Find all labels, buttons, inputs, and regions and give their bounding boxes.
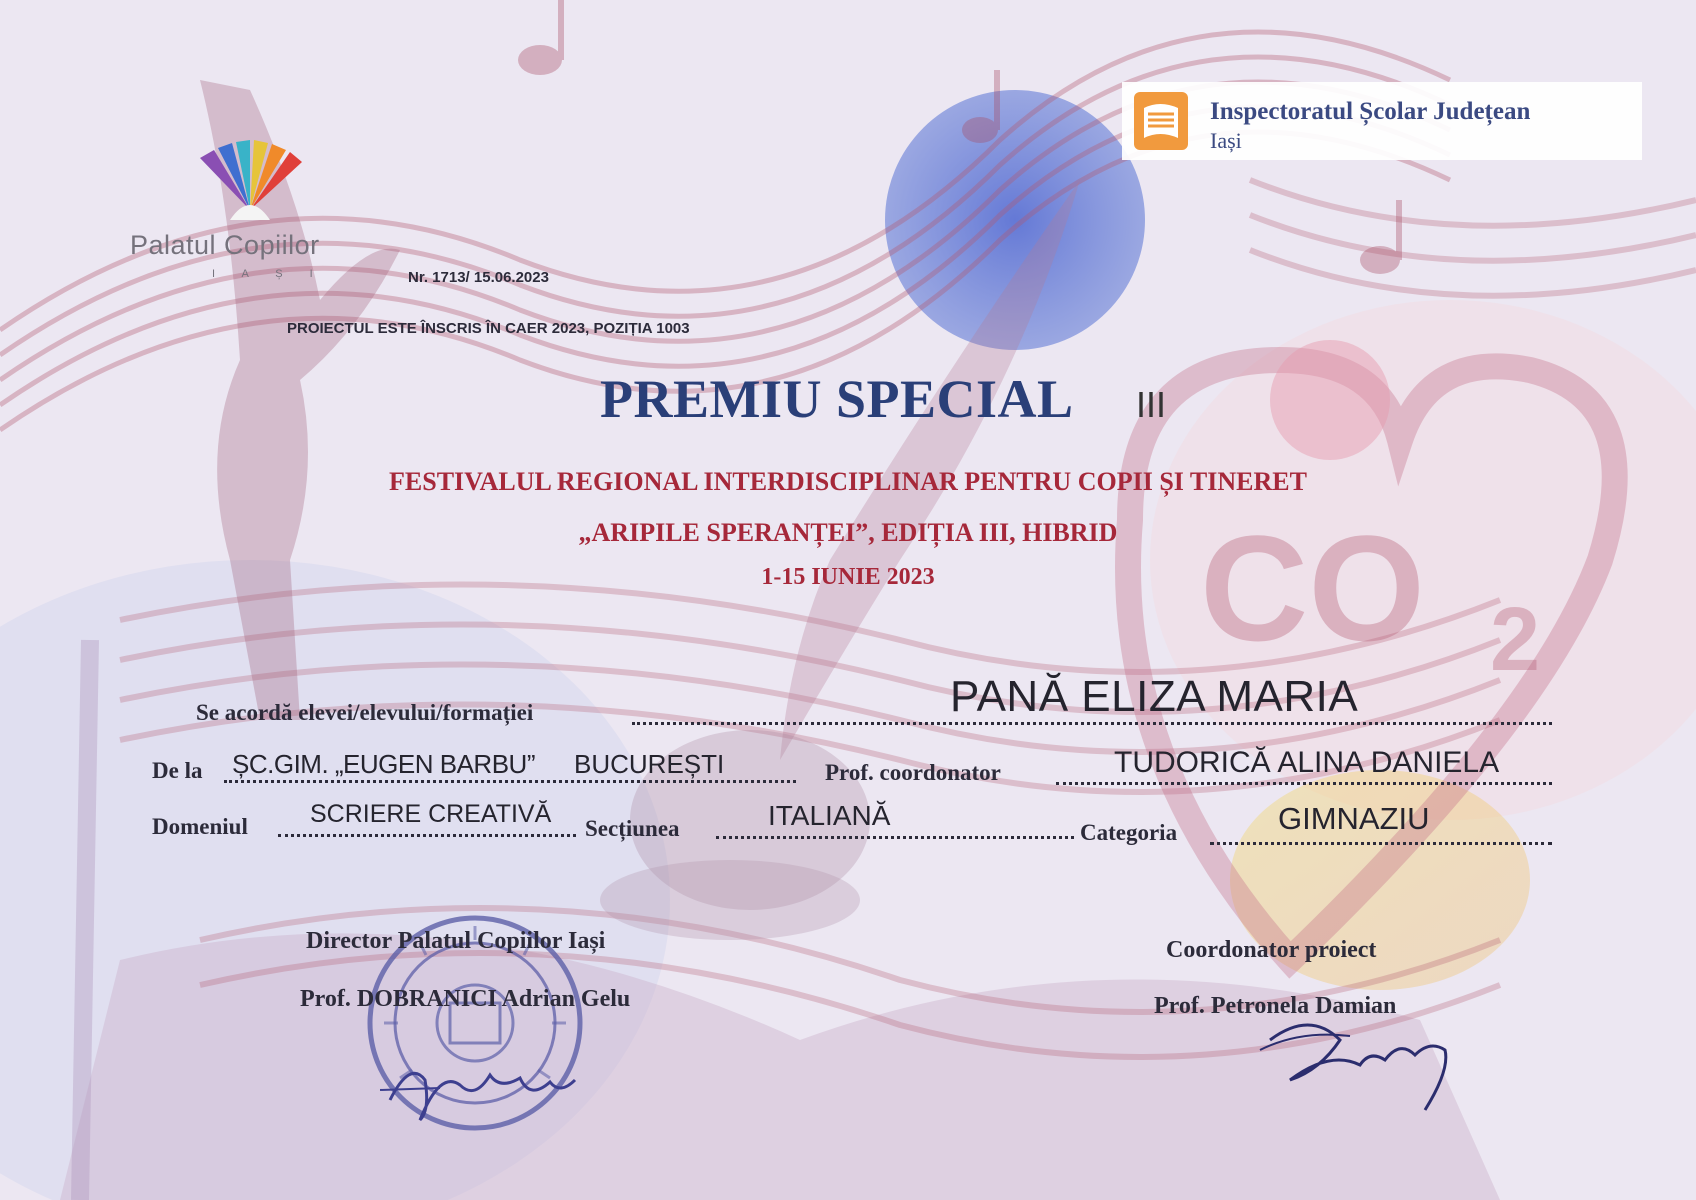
- recipient-name: PANĂ ELIZA MARIA: [950, 672, 1359, 721]
- coordinator-dotted-line: [1056, 782, 1552, 785]
- category-value: GIMNAZIU: [1278, 801, 1430, 836]
- isj-city: Iași: [1210, 128, 1242, 153]
- school-city: BUCUREȘTI: [574, 749, 725, 779]
- director-title: Director Palatul Copiilor Iași: [306, 928, 606, 954]
- project-coordinator-name: Prof. Petronela Damian: [1154, 993, 1397, 1019]
- award-title: PREMIU SPECIAL: [600, 369, 1074, 429]
- category-dotted-line: [1210, 842, 1552, 845]
- palatul-copiilor-name: Palatul Copiilor: [130, 230, 320, 260]
- registration-number: Nr. 1713/ 15.06.2023: [408, 269, 549, 286]
- palatul-copiilor-city: I A Ș I: [212, 268, 325, 280]
- festival-name: FESTIVALUL REGIONAL INTERDISCIPLINAR PENTRU COPII ȘI TINERET: [389, 467, 1307, 496]
- isj-iasi-logo: [1122, 82, 1642, 160]
- school-name: ȘC.GIM. „EUGEN BARBU”: [232, 749, 535, 779]
- section-value: ITALIANĂ: [768, 800, 891, 831]
- recipient-dotted-line: [632, 722, 1552, 725]
- festival-edition: „ARIPILE SPERANȚEI”, EDIȚIA III, HIBRID: [578, 518, 1118, 547]
- school-dotted-line: [224, 780, 796, 783]
- open-book-logo-icon: [1130, 86, 1192, 156]
- svg-text:CO: CO: [1200, 504, 1425, 672]
- director-signature: [380, 1040, 580, 1130]
- award-rank: III: [1136, 384, 1167, 425]
- coordinator-signature: [1250, 1010, 1460, 1120]
- section-label: Secțiunea: [585, 816, 680, 841]
- caer-note: PROIECTUL ESTE ÎNSCRIS ÎN CAER 2023, POZIȚIA 1003: [287, 320, 690, 337]
- domain-dotted-line: [278, 834, 576, 837]
- category-label: Categoria: [1080, 820, 1178, 845]
- palatul-copiilor-logo: [130, 140, 390, 290]
- isj-name: Inspectoratul Școlar Județean: [1210, 98, 1531, 125]
- rainbow-fan-logo-icon: [180, 140, 320, 220]
- recipient-label: Se acordă elevei/elevului/formației: [196, 700, 534, 725]
- festival-dates: 1-15 IUNIE 2023: [761, 564, 935, 590]
- svg-text:2: 2: [1490, 590, 1541, 690]
- coordinator-name: TUDORICĂ ALINA DANIELA: [1114, 746, 1500, 779]
- section-dotted-line: [716, 836, 1074, 839]
- domain-value: SCRIERE CREATIVĂ: [310, 800, 552, 828]
- domain-label: Domeniul: [152, 814, 248, 839]
- coordinator-label: Prof. coordonator: [825, 760, 1001, 785]
- from-label: De la: [152, 758, 203, 783]
- director-name: Prof. DOBRANICI Adrian Gelu: [300, 986, 631, 1012]
- project-coordinator-title: Coordonator proiect: [1166, 937, 1377, 963]
